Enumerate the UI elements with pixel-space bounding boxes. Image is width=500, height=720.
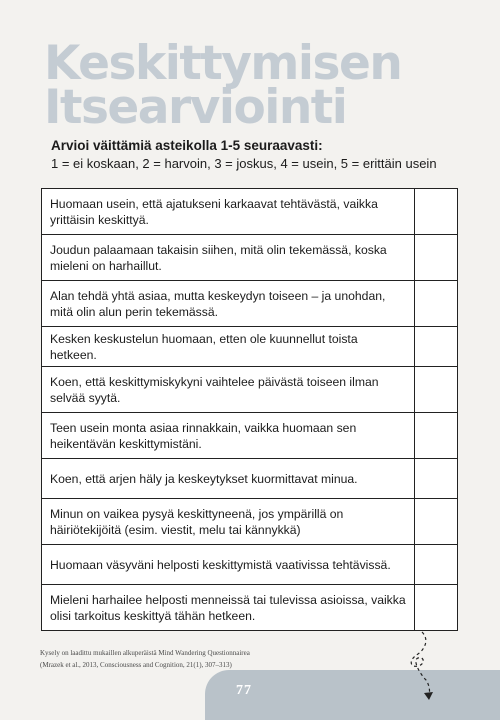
table-row [42, 585, 458, 631]
instructions-heading: Arvioi väittämiä asteikolla 1-5 seuraavasti: [51, 138, 323, 153]
page-title [44, 36, 402, 135]
question-text: Huomaan usein, että ajatukseni karkaavat tehtävästä, vaikka yrittäisin keskittyä. [42, 189, 415, 235]
question-text: Alan tehdä yhtä asiaa, mutta keskeydyn toiseen – ja unohdan, mitä olin alun perin tekemässä. [42, 281, 415, 327]
answer-cell[interactable] [415, 459, 458, 499]
answer-cell[interactable] [415, 281, 458, 327]
answer-cell[interactable] [415, 413, 458, 459]
table-row [42, 235, 458, 281]
question-text: Mieleni harhailee helposti menneissä tai tulevissa asioissa, vaikka olisi tarkoitus keskittyä tähän hetkeen. [42, 585, 415, 631]
source-note-line-2: (Mrazek et al., 2013, Consciousness and Cognition, 21(1), 307–313) [40, 661, 232, 669]
instructions [51, 137, 437, 173]
instructions-scale: 1 = ei koskaan, 2 = harvoin, 3 = joskus, 4 = usein, 5 = erittäin usein [51, 156, 437, 171]
question-text: Huomaan väsyväni helposti keskittymistä vaativissa tehtävissä. [42, 545, 415, 585]
dashed-arrow-icon [400, 630, 450, 705]
answer-cell[interactable] [415, 235, 458, 281]
answer-cell[interactable] [415, 585, 458, 631]
question-text: Minun on vaikea pysyä keskittyneenä, jos ympärillä on häiriötekijöitä (esim. viestit, melu tai kännykkä) [42, 499, 415, 545]
table-row [42, 281, 458, 327]
answer-cell[interactable] [415, 367, 458, 413]
title-line-1: Keskittymisen [44, 36, 402, 91]
answer-cell[interactable] [415, 545, 458, 585]
question-text: Koen, että keskittymiskykyni vaihtelee päivästä toiseen ilman selvää syytä. [42, 367, 415, 413]
table-row [42, 459, 458, 499]
table-row [42, 367, 458, 413]
table-row [42, 499, 458, 545]
table-row [42, 189, 458, 235]
question-text: Joudun palaamaan takaisin siihen, mitä olin tekemässä, koska mieleni on harhaillut. [42, 235, 415, 281]
answer-cell[interactable] [415, 189, 458, 235]
source-note [40, 647, 250, 671]
question-text: Teen usein monta asiaa rinnakkain, vaikka huomaan sen heikentävän keskittymistäni. [42, 413, 415, 459]
table-row [42, 413, 458, 459]
table-row [42, 545, 458, 585]
question-text: Koen, että arjen häly ja keskeytykset kuormittavat minua. [42, 459, 415, 499]
title-line-2: Itsearviointi [44, 80, 347, 135]
answer-cell[interactable] [415, 499, 458, 545]
question-text: Kesken keskustelun huomaan, etten ole kuunnellut toista hetkeen. [42, 327, 415, 367]
questionnaire-table [41, 188, 458, 631]
answer-cell[interactable] [415, 327, 458, 367]
source-note-line-1: Kysely on laadittu mukaillen alkuperäistä Mind Wandering Questionnairea [40, 649, 250, 657]
table-row [42, 327, 458, 367]
page-number: 77 [236, 683, 252, 698]
